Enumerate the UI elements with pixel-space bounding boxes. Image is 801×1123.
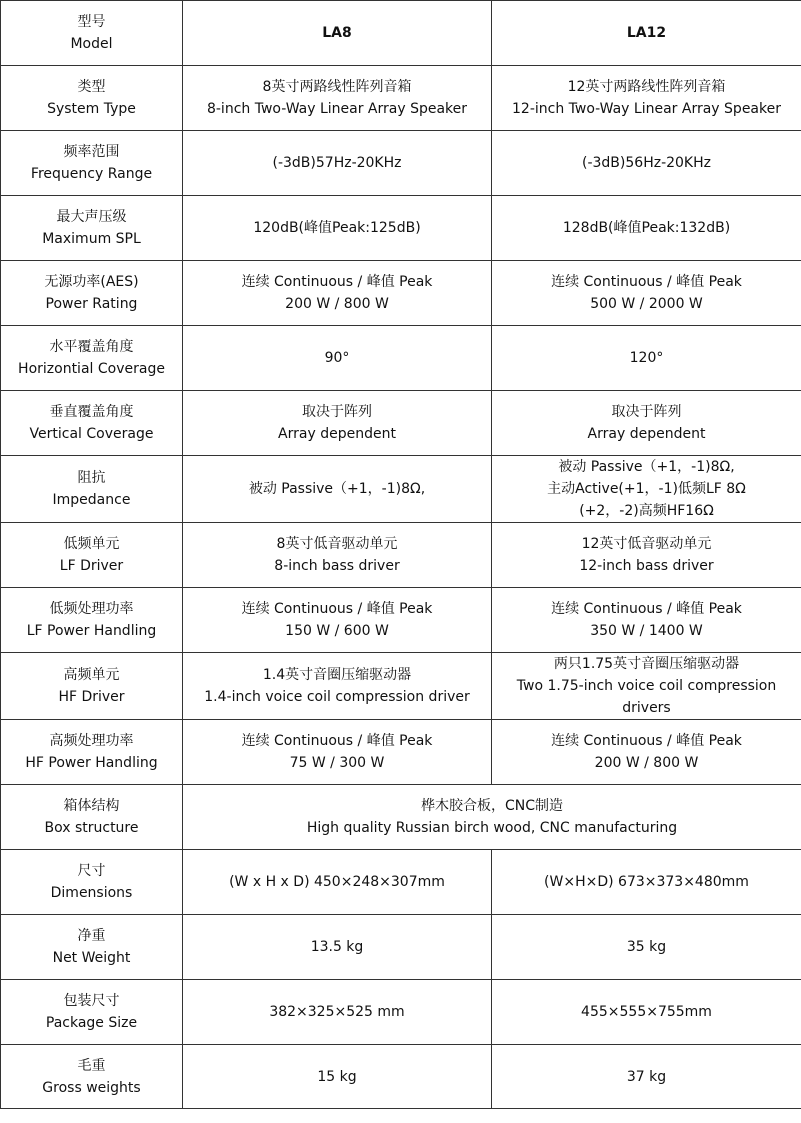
value-line: 1.4-inch voice coil compression driver bbox=[204, 689, 470, 705]
value-line: 连续 Continuous / 峰值 Peak bbox=[551, 733, 742, 749]
label-cell bbox=[1, 326, 183, 391]
value-line: (-3dB)56Hz-20KHz bbox=[582, 155, 711, 171]
value-line: 350 W / 1400 W bbox=[590, 623, 703, 639]
model-la12: LA12 bbox=[626, 25, 667, 41]
value-line: 连续 Continuous / 峰值 Peak bbox=[551, 601, 742, 617]
label-zh: 净重 bbox=[77, 928, 106, 944]
la12-cell bbox=[492, 261, 801, 326]
value-line: 两只1.75英寸音圈压缩驱动器 bbox=[553, 656, 740, 672]
la12-cell bbox=[492, 66, 801, 131]
value-line: (W x H x D) 450×248×307mm bbox=[229, 874, 445, 890]
value-line: (W×H×D) 673×373×480mm bbox=[544, 874, 749, 890]
la12-cell bbox=[492, 850, 801, 915]
label-zh: 低频单元 bbox=[63, 536, 120, 552]
row-vertical-coverage bbox=[1, 391, 801, 456]
label-en: LF Power Handling bbox=[26, 623, 157, 639]
value-line: 12-inch Two-Way Linear Array Speaker bbox=[512, 101, 781, 117]
la8-cell bbox=[183, 915, 492, 980]
row-hf-power-handling bbox=[1, 720, 801, 785]
label-zh: 阻抗 bbox=[77, 470, 106, 486]
value-line: 12-inch bass driver bbox=[579, 558, 714, 574]
la12-cell bbox=[492, 131, 801, 196]
label-en: Horizontial Coverage bbox=[18, 361, 165, 377]
label-cell bbox=[1, 653, 183, 720]
value-line: 连续 Continuous / 峰值 Peak bbox=[241, 274, 433, 290]
value-line: 120dB(峰值Peak:125dB) bbox=[253, 220, 421, 236]
label-en: Frequency Range bbox=[30, 166, 153, 182]
label-en: Model bbox=[70, 36, 113, 52]
row-lf-driver bbox=[1, 523, 801, 588]
value-line: 12英寸低音驱动单元 bbox=[581, 536, 712, 552]
label-zh: 型号 bbox=[77, 14, 106, 30]
label-cell bbox=[1, 915, 183, 980]
value-line: 120° bbox=[629, 350, 664, 366]
label-en: Net Weight bbox=[52, 950, 131, 966]
la8-cell bbox=[183, 391, 492, 456]
la8-cell bbox=[183, 456, 492, 523]
row-package-size bbox=[1, 980, 801, 1045]
la8-cell bbox=[183, 196, 492, 261]
la8-cell bbox=[183, 720, 492, 785]
la12-cell bbox=[492, 980, 801, 1045]
la8-cell bbox=[183, 653, 492, 720]
label-cell bbox=[1, 785, 183, 850]
label-zh: 频率范围 bbox=[63, 144, 120, 160]
la8-cell bbox=[183, 588, 492, 653]
row-horizontal-coverage bbox=[1, 326, 801, 391]
value-line: 8-inch bass driver bbox=[274, 558, 400, 574]
la12-cell bbox=[492, 196, 801, 261]
merged-cell bbox=[183, 785, 801, 850]
value-line: 200 W / 800 W bbox=[594, 755, 699, 771]
value-line: 13.5 kg bbox=[310, 939, 364, 955]
value-line: High quality Russian birch wood, CNC manufacturing bbox=[306, 820, 678, 836]
label-cell bbox=[1, 850, 183, 915]
label-en: LF Driver bbox=[59, 558, 124, 574]
value-line: 75 W / 300 W bbox=[289, 755, 385, 771]
la12-cell bbox=[492, 523, 801, 588]
value-line: (-3dB)57Hz-20KHz bbox=[272, 155, 402, 171]
label-zh: 垂直覆盖角度 bbox=[49, 404, 134, 420]
value-line: 取决于阵列 bbox=[611, 404, 682, 420]
la8-cell bbox=[183, 261, 492, 326]
value-line: 35 kg bbox=[626, 939, 667, 955]
label-en: HF Driver bbox=[58, 689, 125, 705]
value-line: 连续 Continuous / 峰值 Peak bbox=[241, 601, 433, 617]
la8-cell bbox=[183, 523, 492, 588]
label-zh: 包装尺寸 bbox=[63, 993, 120, 1009]
value-line: 8英寸低音驱动单元 bbox=[276, 536, 398, 552]
la12-cell bbox=[492, 915, 801, 980]
row-gross-weight bbox=[1, 1045, 801, 1109]
value-line: 被动 Passive（+1，-1)8Ω, bbox=[248, 481, 426, 497]
value-line: 12英寸两路线性阵列音箱 bbox=[567, 79, 726, 95]
value-line: 150 W / 600 W bbox=[285, 623, 389, 639]
label-en: Gross weights bbox=[42, 1079, 141, 1096]
row-box-structure bbox=[1, 785, 801, 850]
la12-cell bbox=[492, 1045, 801, 1109]
value-line: 8-inch Two-Way Linear Array Speaker bbox=[206, 101, 468, 117]
label-zh: 低频处理功率 bbox=[49, 601, 134, 617]
label-zh: 高频处理功率 bbox=[49, 733, 134, 749]
model-la8: LA8 bbox=[322, 25, 352, 41]
label-cell bbox=[1, 66, 183, 131]
la12-cell bbox=[492, 326, 801, 391]
value-line: 37 kg bbox=[626, 1068, 667, 1085]
value-line: Two 1.75-inch voice coil compression bbox=[516, 678, 777, 694]
label-cell bbox=[1, 196, 183, 261]
label-cell bbox=[1, 1045, 183, 1109]
label-cell bbox=[1, 261, 183, 326]
value-line: 连续 Continuous / 峰值 Peak bbox=[241, 733, 433, 749]
label-zh: 尺寸 bbox=[77, 863, 106, 879]
label-zh: 高频单元 bbox=[63, 667, 120, 683]
la12-cell bbox=[492, 653, 801, 720]
value-line: Array dependent bbox=[587, 426, 706, 442]
la8-cell bbox=[183, 980, 492, 1045]
value-line: 200 W / 800 W bbox=[285, 296, 389, 312]
row-system-type bbox=[1, 66, 801, 131]
value-line: 15 kg bbox=[317, 1068, 357, 1085]
value-line: 128dB(峰值Peak:132dB) bbox=[562, 220, 731, 236]
label-en: Vertical Coverage bbox=[29, 426, 154, 442]
label-en: System Type bbox=[47, 101, 136, 117]
label-zh: 毛重 bbox=[77, 1057, 106, 1074]
value-line: 主动Active(+1，-1)低频LF 8Ω bbox=[547, 481, 746, 497]
value-line: (+2，-2)高频HF16Ω bbox=[579, 503, 714, 519]
value-line: drivers bbox=[622, 700, 671, 716]
la12-cell bbox=[492, 1, 801, 66]
label-cell bbox=[1, 456, 183, 523]
label-cell bbox=[1, 523, 183, 588]
row-net-weight bbox=[1, 915, 801, 980]
label-en: HF Power Handling bbox=[25, 755, 158, 771]
label-cell bbox=[1, 720, 183, 785]
row-frequency-range bbox=[1, 131, 801, 196]
value-line: 90° bbox=[324, 350, 350, 366]
la8-cell bbox=[183, 131, 492, 196]
label-cell bbox=[1, 588, 183, 653]
label-en: Impedance bbox=[52, 492, 131, 508]
label-zh: 水平覆盖角度 bbox=[49, 339, 134, 355]
la12-cell bbox=[492, 456, 801, 523]
label-en: Maximum SPL bbox=[42, 231, 141, 247]
row-model bbox=[1, 1, 801, 66]
value-line: 382×325×525 mm bbox=[269, 1004, 405, 1020]
row-impedance bbox=[1, 456, 801, 523]
la8-cell bbox=[183, 326, 492, 391]
value-line: 桦木胶合板，CNC制造 bbox=[420, 798, 564, 814]
row-lf-power-handling bbox=[1, 588, 801, 653]
label-en: Dimensions bbox=[50, 885, 133, 901]
value-line: 8英寸两路线性阵列音箱 bbox=[262, 79, 412, 95]
label-cell bbox=[1, 131, 183, 196]
value-line: 取决于阵列 bbox=[302, 404, 372, 420]
label-cell bbox=[1, 980, 183, 1045]
label-zh: 箱体结构 bbox=[63, 798, 120, 814]
la8-cell bbox=[183, 1045, 492, 1109]
la8-cell bbox=[183, 66, 492, 131]
la12-cell bbox=[492, 588, 801, 653]
label-cell bbox=[1, 1, 183, 66]
value-line: 455×555×755mm bbox=[581, 1004, 712, 1020]
label-en: Box structure bbox=[44, 820, 139, 836]
la8-cell bbox=[183, 1, 492, 66]
row-power-rating bbox=[1, 261, 801, 326]
la12-cell bbox=[492, 391, 801, 456]
value-line: 连续 Continuous / 峰值 Peak bbox=[551, 274, 742, 290]
label-en: Power Rating bbox=[45, 296, 138, 312]
row-hf-driver bbox=[1, 653, 801, 720]
label-cell bbox=[1, 391, 183, 456]
la8-cell bbox=[183, 850, 492, 915]
spec-table-body bbox=[1, 1, 801, 1109]
value-line: 500 W / 2000 W bbox=[590, 296, 703, 312]
label-zh: 最大声压级 bbox=[56, 209, 127, 225]
value-line: 1.4英寸音圈压缩驱动器 bbox=[262, 667, 412, 683]
la12-cell bbox=[492, 720, 801, 785]
label-zh: 无源功率(AES) bbox=[44, 274, 139, 290]
row-dimensions bbox=[1, 850, 801, 915]
value-line: 被动 Passive（+1，-1)8Ω, bbox=[558, 459, 735, 475]
label-en: Package Size bbox=[45, 1015, 138, 1031]
value-line: Array dependent bbox=[278, 426, 396, 442]
row-maximum-spl bbox=[1, 196, 801, 261]
label-zh: 类型 bbox=[77, 79, 106, 95]
